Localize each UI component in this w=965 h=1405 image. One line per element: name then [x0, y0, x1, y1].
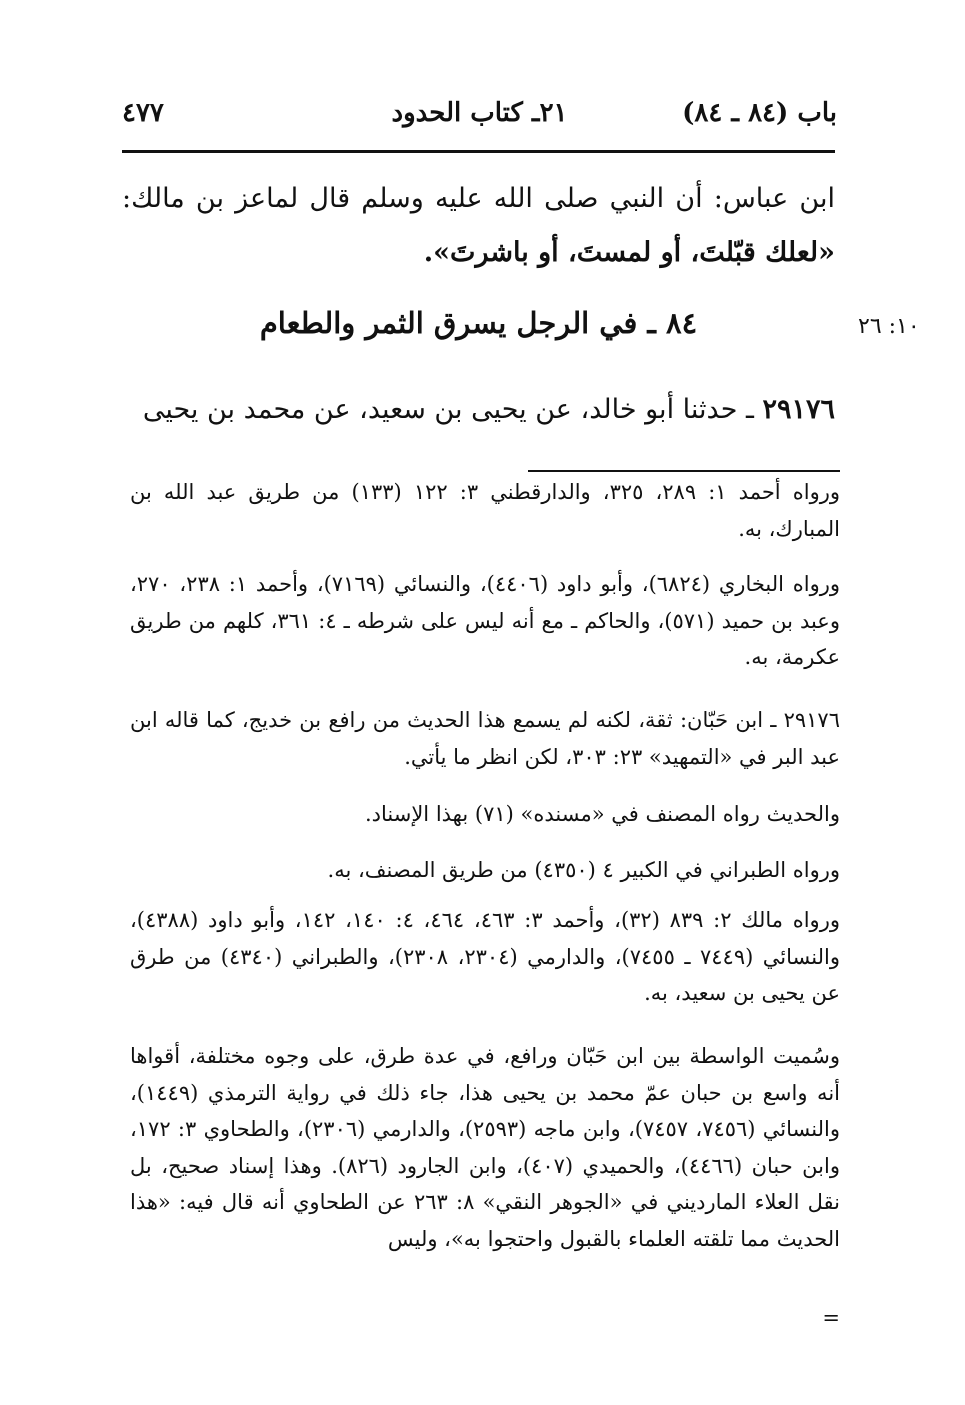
- continuation-mark: =: [822, 1306, 840, 1330]
- footnote-paragraph: وسُميت الواسطة بين ابن حَبّان ورافع، في عدة طرق، على وجوه مختلفة، أقواها أنه واسع بن حبان عمّ محمد بن يحيى هذا، جاء ذلك في رواية الترمذي (١٤٤٩)، والنسائي (٧٤٥٦، ٧٤٥٧)، وابن ماجه (٢٥٩٣)، والدارمي (٢٣٠٦)، والطحاوي ٣: ١٧٢، وابن حبان (٤٤٦٦)، والحميدي (٤٠٧)، وابن الجارود (٨٢٦). وهذا إسناد صحيح، بل نقل العلاء المارديني في «الجوهر النقي» ٨: ٢٦٣ عن الطحاوي أنه قال فيه: «هذا الحديث مما تلقته العلماء بالقبول واحتجوا به»، وليس: [130, 1044, 840, 1251]
- footnote-paragraph: ورواه الطبراني في الكبير ٤ (٤٣٥٠) من طريق المصنف، به.: [327, 858, 840, 882]
- intro-quote: «لعلك قبّلتَ، أو لمستَ، أو باشرتَ».: [423, 237, 835, 268]
- footnote-divider: [528, 470, 840, 472]
- footnote-paragraph: ورواه مالك ٢: ٨٣٩ (٣٢)، وأحمد ٣: ٤٦٣، ٤٦٤، ٤: ١٤٠، ١٤٢، وأبو داود (٤٣٨٨)، والنسائي (٧٤٤٩ ـ ٧٤٥٥)، والدارمي (٢٣٠٤، ٢٣٠٨)، والطبراني (٤٣٤٠) من طرق عن يحيى بن سعيد، به.: [130, 908, 840, 1005]
- hadith-line: [122, 384, 835, 436]
- hadith-number: ٢٩١٧٦: [762, 394, 835, 425]
- intro-paragraph: [122, 172, 835, 280]
- footnote-paragraph: والحديث رواه المصنف في «مسنده» (٧١) بهذا الإسناد.: [364, 802, 840, 826]
- hadith-entry: [122, 384, 835, 436]
- page-header: [122, 92, 837, 142]
- margin-reference: ١٠: ٢٦: [858, 314, 920, 339]
- footnote-paragraph: ورواه البخاري (٦٨٢٤)، وأبو داود (٤٤٠٦)، والنسائي (٧١٦٩)، وأحمد ١: ٢٣٨، ٢٧٠، وعبد بن حميد (٥٧١)، والحاكم ـ مع أنه ليس على شرطه ـ ٤: ٣٦١، كلهم من طريق عكرمة، به.: [130, 572, 840, 669]
- section-title: ٨٤ ـ في الرجل يسرق الثمر والطعام: [259, 306, 698, 340]
- book-title: ٢١ـ كتاب الحدود: [391, 98, 568, 128]
- hadith-text: ـ حدثنا أبو خالد، عن يحيى بن سعيد، عن محمد بن يحيى: [142, 394, 763, 425]
- chapter-range: باب (٨٤ ـ ٨٤): [682, 98, 837, 128]
- page-number: ٤٧٧: [122, 98, 164, 128]
- footnote-paragraph: ورواه أحمد ١: ٢٨٩، ٣٢٥، والدارقطني ٣: ١٢٢ (١٣٣) من طريق عبد الله بن المبارك، به.: [130, 480, 840, 541]
- header-divider: [122, 150, 835, 153]
- footnote-paragraph: ٢٩١٧٦ ـ ابن حَبّان: ثقة، لكنه لم يسمع هذا الحديث من رافع بن خديج، كما قاله ابن عبد البر في «التمهيد» ٢٣: ٣٠٣، لكن انظر ما يأتي.: [130, 708, 840, 769]
- intro-text: ابن عباس: أن النبي صلى الله عليه وسلم قال لماعز بن مالك:: [122, 183, 835, 214]
